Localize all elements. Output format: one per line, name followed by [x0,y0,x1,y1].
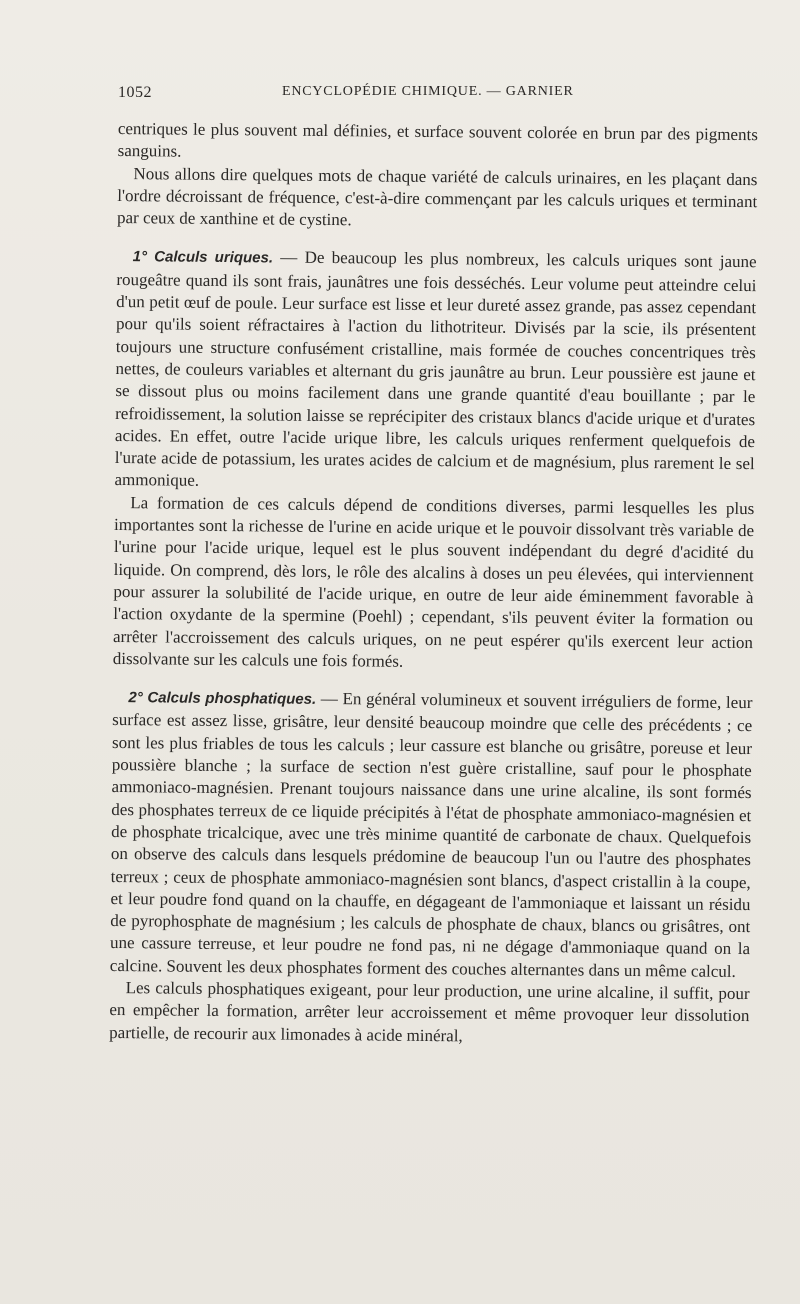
section-heading: 1° Calculs uriques. [132,248,274,267]
paragraph-text: — En général volumineux et souvent irréguliers de forme, leur surface est assez lisse, grisâtre, leur densité beaucoup moindre que celle des précédents ; ce sont les plus friables de tous les calculs ; leur cassure est blanche ou grisâtre, poreuse et leur poussière blanche ; la surface de section n'est guère cristalline, sauf pour le phosphate ammoniaco-magnésien. Prenant toujours naissance dans une urine alcaline, ils sont formés des phosphates terreux de ce liquide précipités à l'état de phosphate ammoniaco-magnésien et de phosphate tricalcique, avec une très minime quantité de carbonate de chaux. Quelquefois on observe des calculs dans lesquels prédomine de beaucoup l'un ou l'autre des phosphates terreux ; ceux de phosphate ammoniaco-magnésien sont blancs, d'aspect cristallin à la coupe, et leur poudre fond quand on la chauffe, en dégageant de l'ammoniaque et laissant un résidu de pyrophosphate de magnésium ; les calculs de phosphate de chaux, blancs ou grisâtres, ont une cassure terreuse, et leur poudre ne fond pas, ni ne dégage d'ammoniaque quand on la calcine. Souvent les deux phosphates forment des couches alternantes dans un même calcul. [109,689,753,981]
section-paragraph [110,686,753,983]
section-heading: 2° Calculs phosphatiques. [128,689,317,709]
paragraph: centriques le plus souvent mal définies, et surface souvent colorée en brun par des pigments sanguins. [117,118,758,161]
paragraph: Nous allons dire quelques mots de chaque variété de calculs urinaires, en les plaçant dans l'ordre décroissant de fréquence, c'est-à-dire commençant par les calculs uriques et terminant par ceux de xanthine et de cystine. [116,163,758,230]
body-text [109,118,758,1050]
running-title: ENCYCLOPÉDIE CHIMIQUE. — GARNIER [282,84,574,99]
paragraph-text: — De beaucoup les plus nombreux, les calculs uriques sont jaune rougeâtre quand ils sont frais, jaunâtres une fois desséchés. Leur volume peut atteindre celui d'un petit œuf de poule. Leur surface est lisse et leur dureté assez grande, pas assez cependant pour qu'ils soient réfractaires à l'action du lithotriteur. Divisés par la scie, ils présentent toujours une structure confusément cristalline, mais formée de couches concentriques très nettes, de couleurs variables et alternant du gris jaunâtre au brun. Leur poussière est jaune et se dissout plus ou moins facilement dans une grande quantité d'eau bouillante ; par le refroidissement, la solution laisse se reprécipiter des cristaux blancs d'acide urique et d'urates acides. En effet, outre l'acide urique libre, les calculs uriques renferment quelquefois de l'urate acide de potassium, les urates acides de calcium et de magnésium, plus rarement le sel ammonique. [114,248,757,491]
paragraph: La formation de ces calculs dépend de conditions diverses, parmi lesquelles les plus importantes sont la richesse de l'urine en acide urique et le pouvoir dissolvant très variable de l'urine pour l'acide urique, lequel est le plus souvent indépendant du degré d'acidité du liquide. On comprend, dès lors, le rôle des alcalins à doses un peu élevées, qui interviennent pour assurer la solubilité de l'acide urique, en outre de leur aide éminemment favorable à l'action oxydante de la spermine (Poehl) ; cependant, s'ils peuvent éviter la formation ou arrêter l'accroissement des calculs uriques, on ne peut espérer qu'ils exercent leur action dissolvante sur les calculs une fois formés. [112,492,755,671]
page-number: 1052 [118,84,152,101]
section-paragraph [114,245,756,497]
running-header [118,84,758,110]
paragraph: Les calculs phosphatiques exigeant, pour leur production, une urine alcaline, il suffit, pour en empêcher la formation, arrêter leur accroissement et même provoquer leur dissolution partielle, de recourir aux limonades à acide minéral, [109,978,750,1045]
